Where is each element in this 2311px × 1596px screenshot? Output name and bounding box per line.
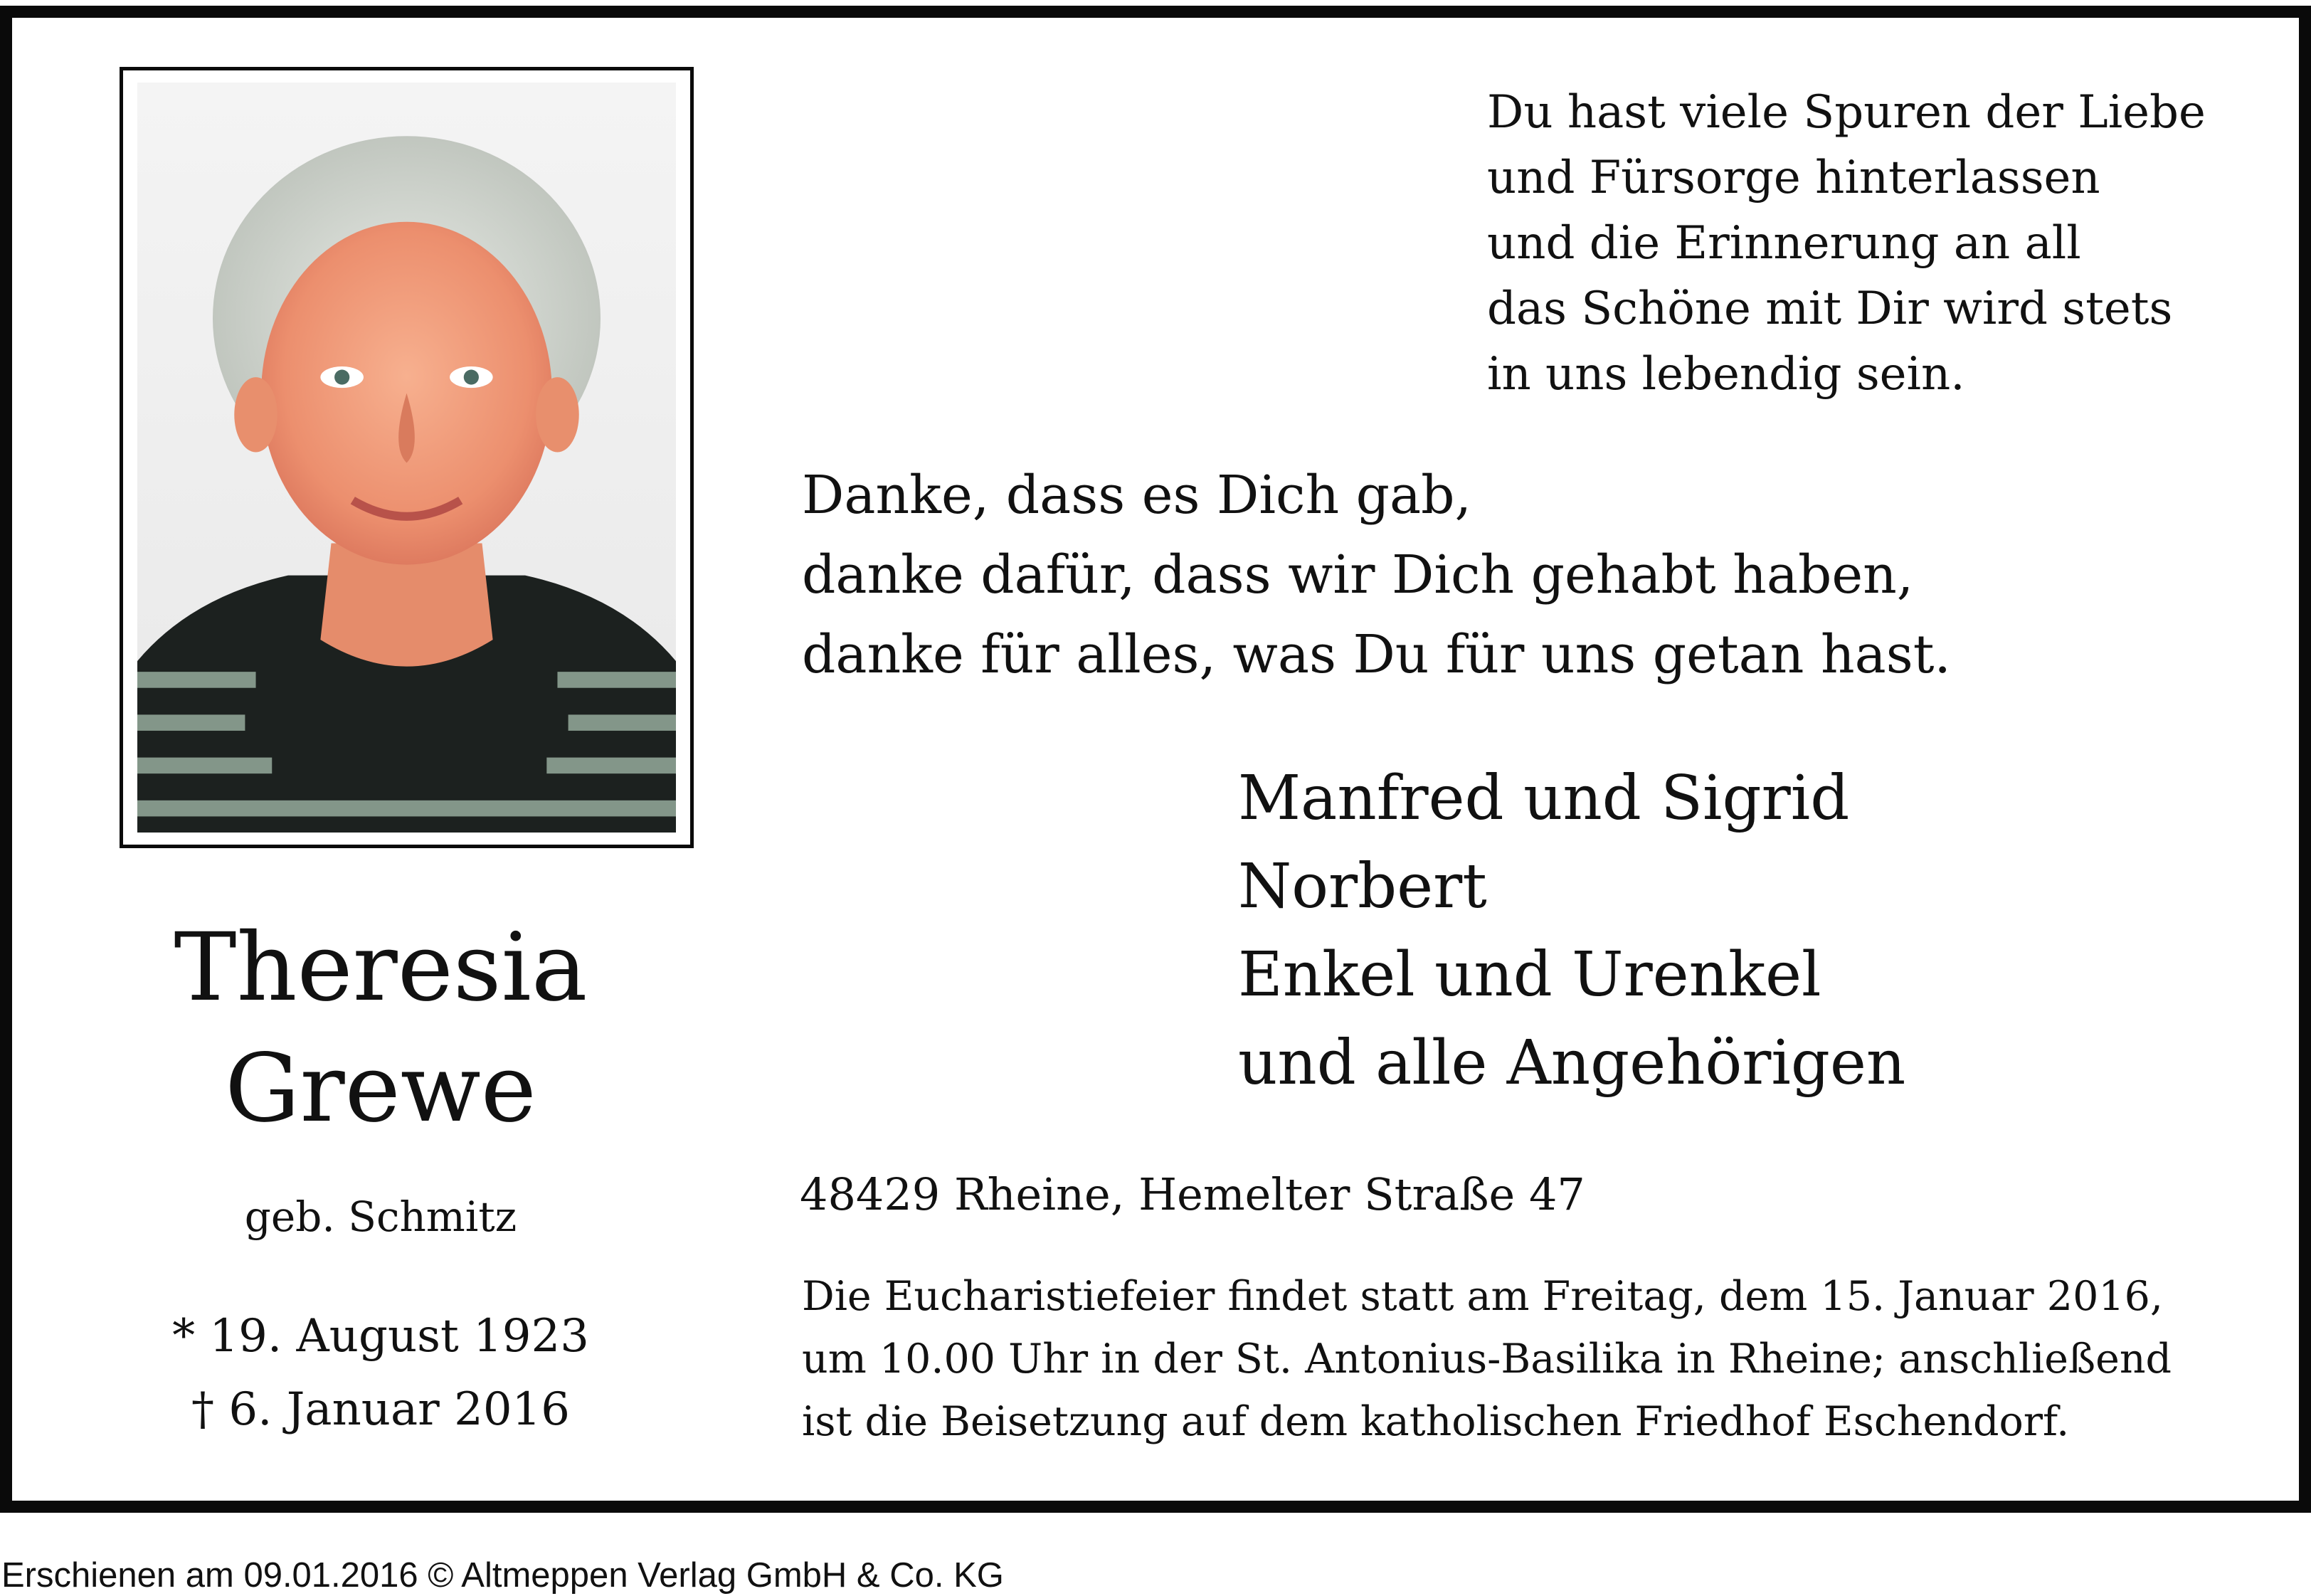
poem: [1487, 80, 2256, 407]
thanks-line: danke dafür, dass wir Dich gehabt haben,: [802, 544, 1914, 606]
portrait-photo: [137, 83, 676, 833]
service-line: um 10.00 Uhr in der St. Antonius-Basilika in Rheine; anschließend: [802, 1336, 2172, 1383]
mourner-line: und alle Angehörigen: [1238, 1027, 1906, 1099]
publication-credit: Erschienen am 09.01.2016 © Altmeppen Verlag GmbH & Co. KG: [1, 1556, 1004, 1595]
deceased-first-name: Theresia: [174, 913, 588, 1022]
poem-line: das Schöne mit Dir wird stets: [1487, 282, 2173, 335]
poem-line: in uns lebendig sein.: [1487, 348, 1965, 401]
service-details: [802, 1265, 2239, 1453]
family-address: 48429 Rheine, Hemelter Straße 47: [800, 1168, 1585, 1220]
thanks-line: Danke, dass es Dich gab,: [802, 465, 1472, 526]
death-date: † 6. Januar 2016: [191, 1383, 570, 1436]
birth-date: * 19. August 1923: [172, 1310, 589, 1363]
thanks-line: danke für alles, was Du für uns getan hast.: [802, 624, 1951, 685]
deceased-last-name: Grewe: [225, 1034, 536, 1143]
poem-line: und Fürsorge hinterlassen: [1487, 152, 2100, 204]
service-line: ist die Beisetzung auf dem katholischen Friedhof Eschendorf.: [802, 1398, 2070, 1445]
portrait-frame: [120, 67, 694, 848]
mourner-line: Norbert: [1238, 851, 1487, 922]
maiden-name: geb. Schmitz: [244, 1193, 517, 1241]
mourner-line: Manfred und Sigrid: [1238, 763, 1850, 834]
mourners-list: [1238, 754, 2021, 1107]
mourner-line: Enkel und Urenkel: [1238, 939, 1821, 1010]
thanks-text: [802, 455, 2154, 694]
poem-line: Du hast viele Spuren der Liebe: [1487, 86, 2206, 139]
poem-line: und die Erinnerung an all: [1487, 217, 2081, 270]
service-line: Die Eucharistiefeier findet statt am Freitag, dem 15. Januar 2016,: [802, 1273, 2163, 1320]
